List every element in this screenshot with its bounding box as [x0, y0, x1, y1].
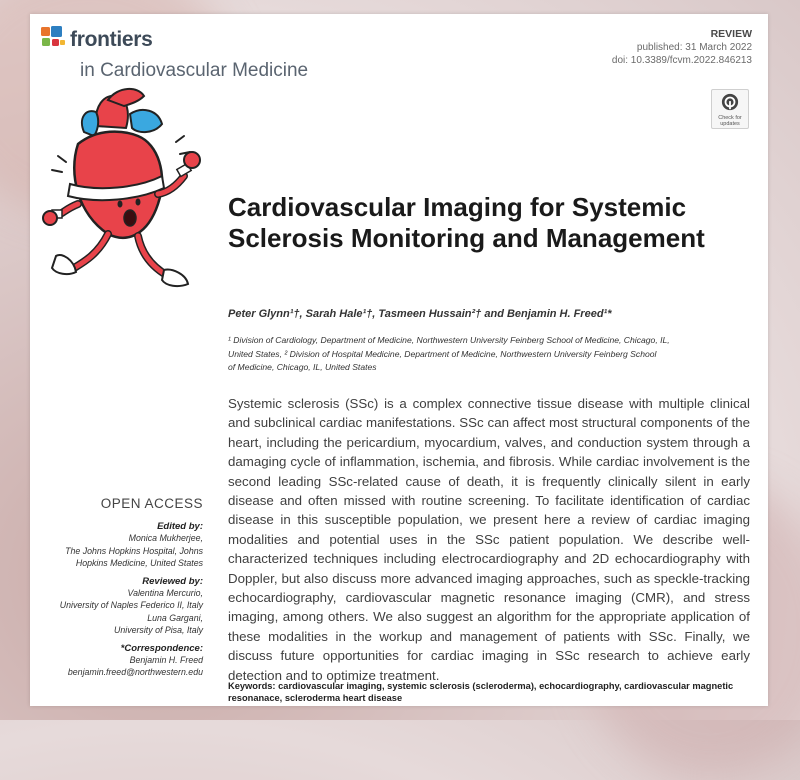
- affiliation-line: of Medicine, Chicago, IL, United States: [228, 362, 377, 372]
- editor-line: Hopkins Medicine, United States: [75, 558, 203, 568]
- reviewed-by-label: Reviewed by:: [142, 575, 203, 587]
- affiliation-line: United States, ² Division of Hospital Medicine, Department of Medicine, Northwestern University Feinberg School: [228, 348, 657, 359]
- abstract-text: Systemic sclerosis (SSc) is a complex connective tissue disease with multiple clinical and subclinical cardiac manifestations. SSc can affect most structural components of the heart, including the pericardium, myocardium, valves, and conduction system through a damaging cycle of inflammation, ischemia, and fibrosis. While cardiac involvement is the second leading SSc-related cause of death, it is frequently clinically silent in early disease and often missed with routine screening. To facilitate identification of cardiac disease in this susceptible population, we present here a review of cardiac imaging modalities and potential uses in the SSc patient population. We describe well-characterized techniques including electrocardiography and 2D echocardiography with Doppler, but also discuss more advanced imaging approaches, such as speckle-tracking echocardiography, cardiovascular magnetic resonance imaging (CMR), and stress imaging, among others. We also suggest an algorithm for the appropriate application of these modalities in the workup and management of patients with SSc. Finally, we discuss future opportunities for cardiac imaging in SSc research to achieve early detection and to optimize treatment.: [228, 396, 750, 683]
- check-for-updates-badge[interactable]: [711, 89, 749, 129]
- affiliations: [228, 334, 728, 375]
- frontiers-logo-icon: [40, 26, 66, 50]
- article-title: Cardiovascular Imaging for Systemic Sclerosis Monitoring and Management: [228, 192, 705, 253]
- keywords-label: Keywords:: [228, 681, 276, 691]
- journal-name: in Cardiovascular Medicine: [80, 60, 309, 81]
- brand-name: frontiers: [70, 28, 153, 51]
- keywords: [228, 680, 754, 704]
- article-type: REVIEW: [710, 28, 752, 40]
- doi[interactable]: doi: 10.3389/fcvm.2022.846213: [611, 55, 752, 66]
- correspondence-label: *Correspondence:: [120, 642, 203, 654]
- reviewer-line: University of Naples Federico II, Italy: [59, 600, 203, 610]
- article-page: [30, 14, 768, 706]
- check-for-updates-label: updates: [720, 121, 740, 127]
- edited-by-label: Edited by:: [157, 521, 203, 532]
- affiliation-line: ¹ Division of Cardiology, Department of Medicine, Northwestern University Feinberg School of Medicine, Chicago, IL,: [228, 335, 670, 345]
- editor-line: Monica Mukherjee,: [128, 533, 203, 543]
- check-for-updates-label: Check for: [718, 115, 742, 121]
- editorial-sidebar: [48, 496, 203, 679]
- editor-line: The Johns Hopkins Hospital, Johns: [65, 545, 203, 556]
- open-access-label: OPEN ACCESS: [100, 496, 203, 511]
- check-for-updates-icon: [721, 93, 739, 111]
- reviewer-line: University of Pisa, Italy: [114, 625, 203, 635]
- article-meta: [612, 28, 752, 67]
- publish-date: published: 31 March 2022: [636, 42, 752, 53]
- correspondence-email[interactable]: benjamin.freed@northwestern.edu: [67, 667, 203, 677]
- keywords-value: cardiovascular imaging, systemic sclerosis (scleroderma), echocardiography, cardiovascular magnetic resonanace, scleroderma heart disease: [228, 681, 734, 703]
- reviewer-line: Luna Gargani,: [147, 612, 203, 623]
- author-list[interactable]: Peter Glynn¹†, Sarah Hale¹†, Tasmeen Hussain²† and Benjamin H. Freed¹*: [228, 308, 612, 320]
- reviewer-line: Valentina Mercurio,: [127, 587, 203, 598]
- running-heart-illustration: [38, 84, 208, 299]
- correspondence-name: Benjamin H. Freed: [129, 654, 203, 665]
